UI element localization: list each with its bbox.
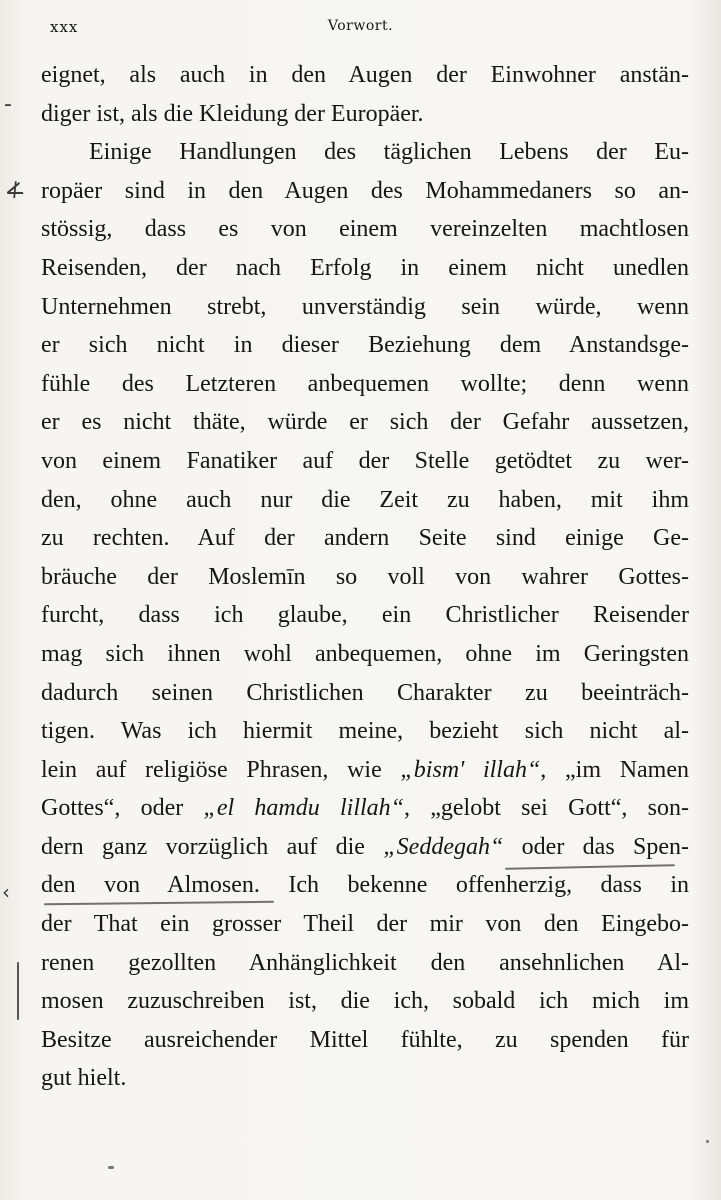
pencil-cross-mark: ≮ [0, 173, 29, 207]
running-title: Vorwort. [327, 18, 394, 34]
text-line: dadurch seinen Christlichen Charakter zu beeinträch- [41, 679, 689, 706]
text-line: er es nicht thäte, würde er sich der Gefahr aussetzen, [41, 409, 689, 436]
text-line: den, ohne auch nur die Zeit zu haben, mit ihm [41, 486, 689, 513]
text-line: mosen zuzuschreiben ist, die ich, sobald ich mich im [41, 988, 689, 1015]
text-line: mag sich ihnen wohl anbequemen, ohne im Geringsten [41, 640, 689, 667]
text-segment: , „gelobt sei Gott“, son- [404, 795, 689, 822]
text-line: Besitze ausreichender Mittel fühlte, zu spenden für [41, 1026, 689, 1053]
text-line: furcht, dass ich glaube, ein Christlicher Reisender [41, 602, 689, 629]
arabic-phrase-italic: „el hamdu lillah“ [203, 795, 404, 822]
text-line: er sich nicht in dieser Beziehung dem Anstandsge- [41, 332, 689, 359]
text-line: fühle des Letzteren anbequemen wollte; denn wenn [41, 370, 689, 397]
text-segment: lein auf religiöse Phrasen, wie [41, 756, 401, 783]
paper-speck [108, 1166, 114, 1169]
body-text [41, 56, 689, 1098]
text-line: Einige Handlungen des täglichen Lebens der Eu- [89, 139, 689, 166]
text-line: Unternehmen strebt, unverständig sein würde, wenn [41, 293, 689, 320]
text-line: Reisenden, der nach Erfolg in einem nicht unedlen [41, 254, 689, 281]
text-segment: oder das Spen- [503, 833, 689, 860]
text-segment: dern ganz vorzüglich auf die [41, 833, 384, 860]
text-line: stössig, dass es von einem vereinzelten machtlosen [41, 216, 689, 243]
text-line [41, 751, 689, 790]
text-line: den von Almosen. Ich bekenne offenherzig, dass in [41, 872, 689, 899]
paper-speck [706, 1140, 709, 1143]
pencil-tick-mark: ‹ [2, 880, 10, 904]
text-line: diger ist, als die Kleidung der Europäer. [41, 100, 424, 127]
running-head [0, 18, 721, 38]
page-number: xxx [50, 18, 79, 36]
text-line: renen gezollten Anhänglichkeit den ansehnlichen Al- [41, 949, 689, 976]
arabic-phrase-italic: „Seddegah“ [383, 833, 504, 860]
text-line [41, 828, 689, 867]
text-line: bräuche der Moslemīn so voll von wahrer Gottes- [41, 563, 689, 590]
text-segment: , „im Namen [540, 756, 689, 783]
text-line: tigen. Was ich hiermit meine, bezieht sich nicht al- [41, 718, 689, 745]
text-line: eignet, als auch in den Augen der Einwohner anstän- [41, 62, 689, 88]
text-line: zu rechten. Auf der andern Seite sind einige Ge- [41, 525, 689, 552]
arabic-phrase-italic: „bism' illah“ [400, 756, 541, 783]
pencil-dash-mark: - [4, 92, 12, 117]
pencil-margin-line [17, 962, 19, 1020]
text-line: ropäer sind in den Augen des Mohammedaners so an- [41, 177, 689, 204]
text-line: der That ein grosser Theil der mir von den Eingebo- [41, 911, 689, 938]
text-line: von einem Fanatiker auf der Stelle getödtet zu wer- [41, 447, 689, 474]
text-line [41, 789, 689, 828]
text-line: gut hielt. [41, 1065, 127, 1092]
text-segment: Gottes“, oder [41, 795, 204, 822]
